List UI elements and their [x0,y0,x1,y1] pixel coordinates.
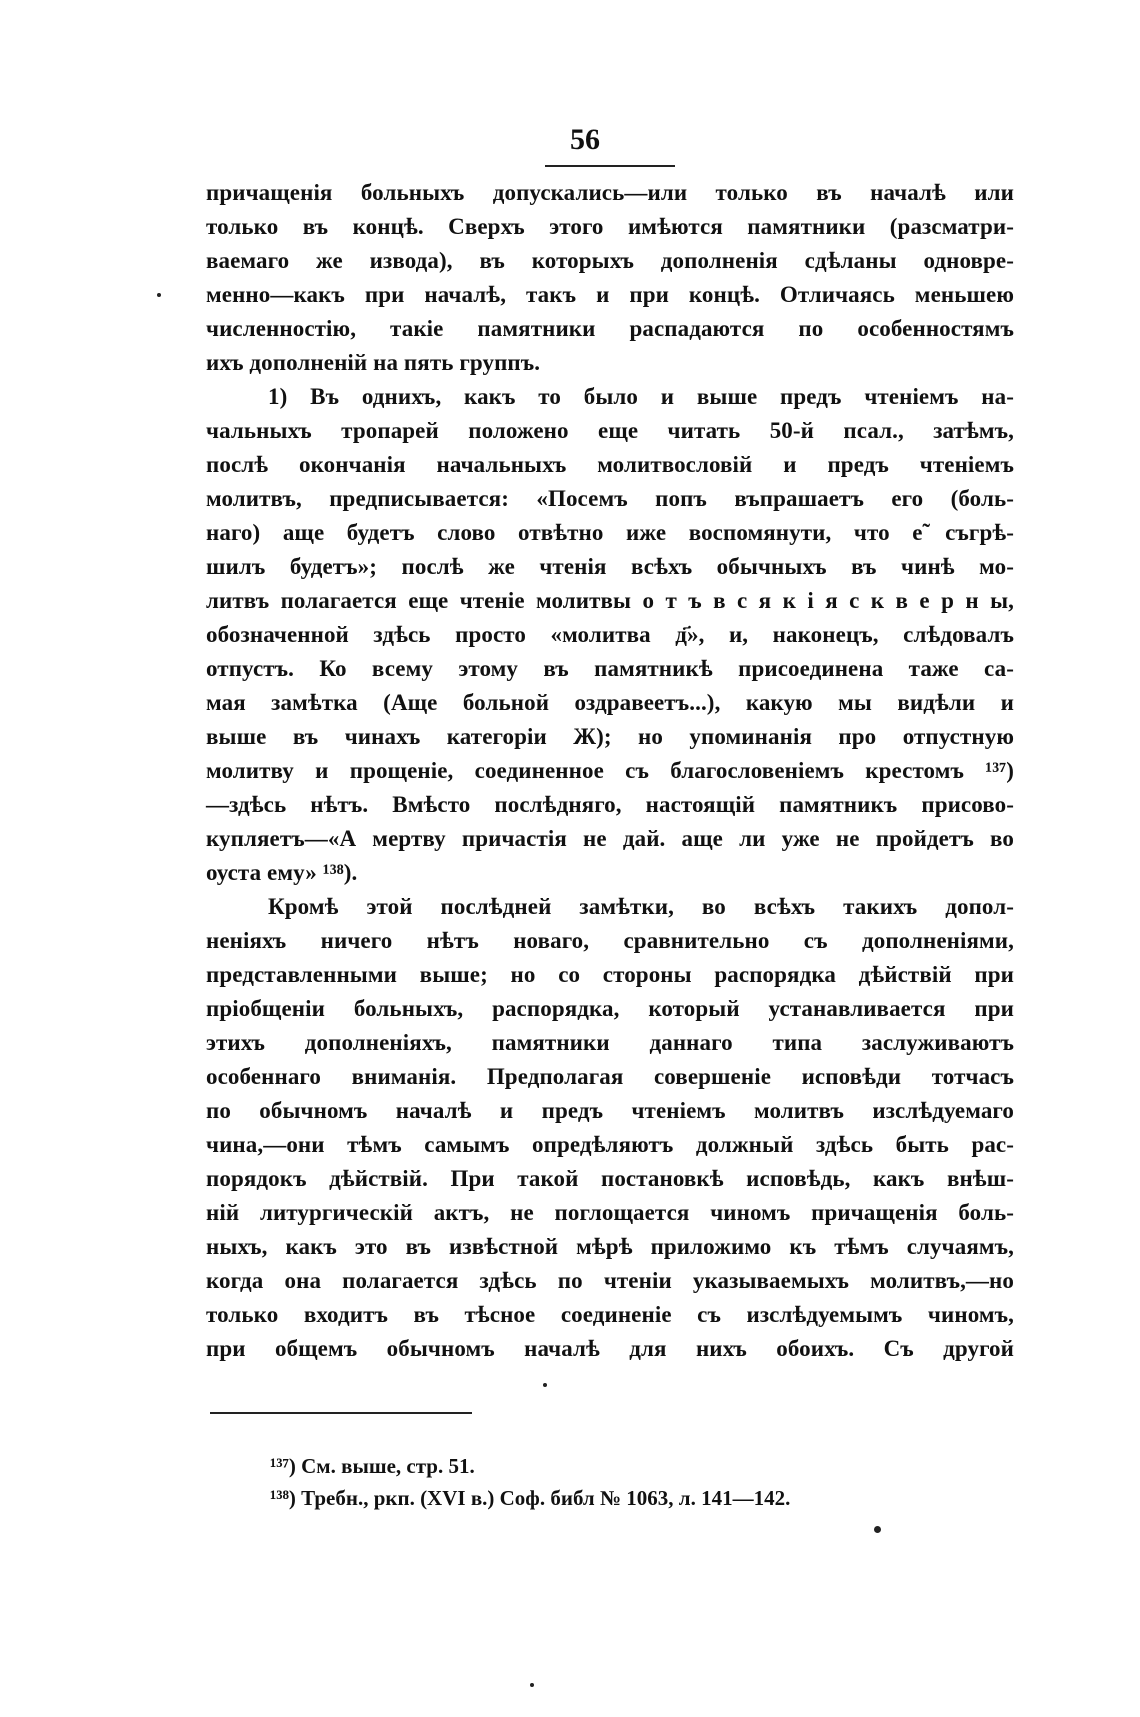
text-line: ныхъ, какъ это въ извѣстной мѣрѣ приложимо къ тѣмъ случаямъ, [206,1234,1014,1259]
text-line: обозначенной здѣсь просто «молитва д҃», и, наконецъ, слѣдовалъ [206,622,1014,647]
print-speck [157,293,161,297]
text-line: пріобщеніи больныхъ, распорядка, который устанавливается при [206,996,1014,1021]
text-line: шилъ будетъ»; послѣ же чтенія всѣхъ обычныхъ въ чинѣ мо- [206,554,1014,579]
page-number-rule [545,165,675,167]
text-line: по обычномъ началѣ и предъ чтеніемъ молитвъ изслѣдуемаго [206,1098,1014,1123]
text-line: порядокъ дѣйствій. При такой постановкѣ исповѣдь, какъ внѣш- [206,1166,1014,1191]
paragraph-start-line: Кромѣ этой послѣдней замѣтки, во всѣхъ такихъ допол- [268,894,1014,919]
text-line: ихъ дополненій на пять группъ. [206,350,541,375]
text-line: численностію, такіе памятники распадаются по особенностямъ [206,316,1014,341]
print-speck [874,1526,881,1533]
text-line: молитвъ, предписывается: «Посемъ попъ въпрашаетъ его (боль- [206,486,1014,511]
footnotes [270,1450,970,1514]
text-line: чальныхъ тропарей положено еще читать 50-й псал., затѣмъ, [206,418,1014,443]
text-line: ній литургическій актъ, не поглощается чиномъ причащенія боль- [206,1200,1014,1225]
text-line: только входитъ въ тѣсное соединеніе съ изслѣдуемымъ чиномъ, [206,1302,1014,1327]
text-line: отпустъ. Ко всему этому въ памятникѣ присоединена таже са- [206,656,1014,681]
text-line: —здѣсь нѣтъ. Вмѣсто послѣдняго, настоящій памятникъ присово- [206,792,1014,817]
text-line: особеннаго вниманія. Предполагая совершеніе исповѣди тотчасъ [206,1064,1014,1089]
text-line: выше въ чинахъ категоріи Ж); но упоминанія про отпустную [206,724,1014,749]
paragraph-start-line: 1) Въ однихъ, какъ то было и выше предъ чтеніемъ на- [268,384,1014,409]
text-line: представленными выше; но со стороны распорядка дѣйствій при [206,962,1014,987]
text-line: молитву и прощеніе, соединенное съ благословеніемъ крестомъ ¹³⁷) [206,758,1014,783]
text-line: литвъ полагается еще чтеніе молитвы о т ъ в с я к і я с к в е р н ы, [206,588,1014,613]
text-line: менно—какъ при началѣ, такъ и при концѣ. Отличаясь меньшею [206,282,1014,307]
text-line: этихъ дополненіяхъ, памятники даннаго типа заслуживаютъ [206,1030,1014,1055]
text-line: причащенія больныхъ допускались—или только въ началѣ или [206,180,1014,205]
footnote: ¹³⁸) Требн., ркп. (XVI в.) Соф. библ № 1063, л. 141—142. [270,1486,791,1510]
text-line: когда она полагается здѣсь по чтеніи указываемыхъ молитвъ,—но [206,1268,1014,1293]
body-text [206,176,1014,1366]
text-line: наго) аще будетъ слово отвѣтно иже воспомянути, что е̃ съгрѣ- [206,520,1014,545]
text-line: чина,—они тѣмъ самымъ опредѣляютъ должный здѣсь быть рас- [206,1132,1014,1157]
text-line: послѣ окончанія начальныхъ молитвословій и предъ чтеніемъ [206,452,1014,477]
footnote-rule [210,1412,472,1414]
page-number: 56 [570,123,600,156]
text-line: неніяхъ ничего нѣтъ новаго, сравнительно съ дополненіями, [206,928,1014,953]
text-line: купляетъ—«А мертву причастія не дай. аще ли уже не пройдетъ во [206,826,1014,851]
text-line: только въ концѣ. Сверхъ этого имѣются памятники (разсматри- [206,214,1014,239]
text-line: при общемъ обычномъ началѣ для нихъ обоихъ. Съ другой [206,1336,1014,1361]
text-line: ваемаго же извода), въ которыхъ дополненія сдѣланы одновре- [206,248,1014,273]
print-speck [530,1683,534,1687]
text-line: мая замѣтка (Аще больной оздравеетъ...), какую мы видѣли и [206,690,1014,715]
print-speck [543,1383,547,1387]
footnote: ¹³⁷) См. выше, стр. 51. [270,1454,475,1478]
text-line: оуста ему» ¹³⁸). [206,860,358,885]
